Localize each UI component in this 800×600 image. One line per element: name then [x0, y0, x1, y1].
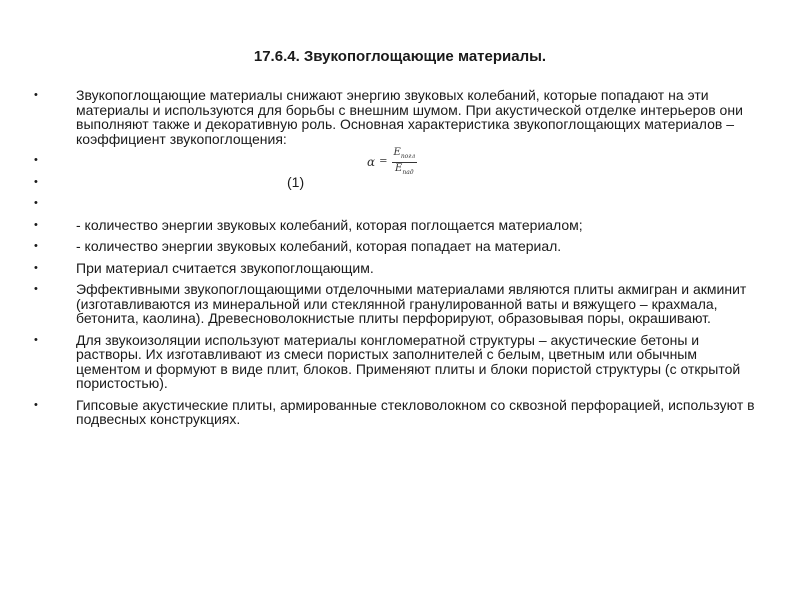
- bullet-icon: •: [34, 154, 38, 166]
- bullet-icon: •: [34, 283, 38, 295]
- equation-number: (1): [287, 173, 305, 190]
- list-item: [34, 218, 764, 233]
- bullet-icon: •: [34, 398, 38, 411]
- bullet-icon: •: [34, 333, 38, 346]
- list-item: [34, 333, 764, 391]
- fraction-numerator: $E_{погл}$: [392, 147, 418, 163]
- list-item: [34, 282, 764, 326]
- equals-sign: =: [379, 155, 388, 167]
- bullet-icon: •: [34, 261, 38, 274]
- gypsum-plates-text: Гипсовые акустические плиты, армированные стекловолокном со сквозной перфорацией, используют в подвесных конструкциях.: [76, 396, 755, 427]
- list-item: [34, 88, 764, 146]
- page-title: 17.6.4. Звукопоглощающие материалы.: [253, 48, 547, 65]
- bullet-icon: •: [34, 240, 38, 252]
- bullet-icon: •: [34, 175, 38, 188]
- list-item: [34, 398, 764, 427]
- bullet-list: [34, 88, 764, 427]
- bullet-icon: •: [34, 218, 38, 231]
- list-item-formula: [34, 146, 764, 190]
- alpha-symbol: α: [367, 154, 376, 169]
- fraction: [392, 147, 418, 178]
- bullet-icon: •: [34, 89, 38, 101]
- list-item: [34, 239, 764, 254]
- absorbed-energy-text: - количество энергии звуковых колебаний, которая поглощается материалом;: [76, 216, 583, 233]
- finishing-materials-text: Эффективными звукопоглощающими отделочными материалами являются плиты акмигран и акминит (изготавливаются из минеральной или стеклянной гранулированной ваты и вяжущего – крахмала, бетонита, каолина). Древесноволокнистые плиты перфорируют, образовывая поры, окрашивают.: [76, 281, 747, 326]
- list-item: [34, 261, 764, 276]
- sound-insulation-text: Для звукоизоляции используют материалы конгломератной структуры – акустические бетоны и растворы. Их изготавливают из смеси пористых заполнителей с белым, цветным или обычным цементом и формуют в виде плит, блоков. Применяют плиты и блоки пористой структуры (с открытой пористостью).: [76, 331, 741, 391]
- incident-energy-text: - количество энергии звуковых колебаний, которая попадает на материал.: [76, 238, 562, 254]
- bullet-icon: •: [34, 197, 38, 209]
- fraction-denominator: $E_{пад}$: [395, 162, 414, 176]
- paragraph-intro: Звукопоглощающие материалы снижают энергию звуковых колебаний, которые попадают на эти материалы и используются для борьбы с внешним шумом. При акустической отделке интерьеров они выполняют также и декоративную роль. Основная характеристика звукопоглощающих материалов – коэффициент звукопоглощения:: [76, 87, 743, 147]
- absorption-coefficient-formula: [367, 147, 417, 178]
- condition-text: При материал считается звукопоглощающим.: [76, 259, 374, 276]
- list-item-empty: [34, 196, 764, 211]
